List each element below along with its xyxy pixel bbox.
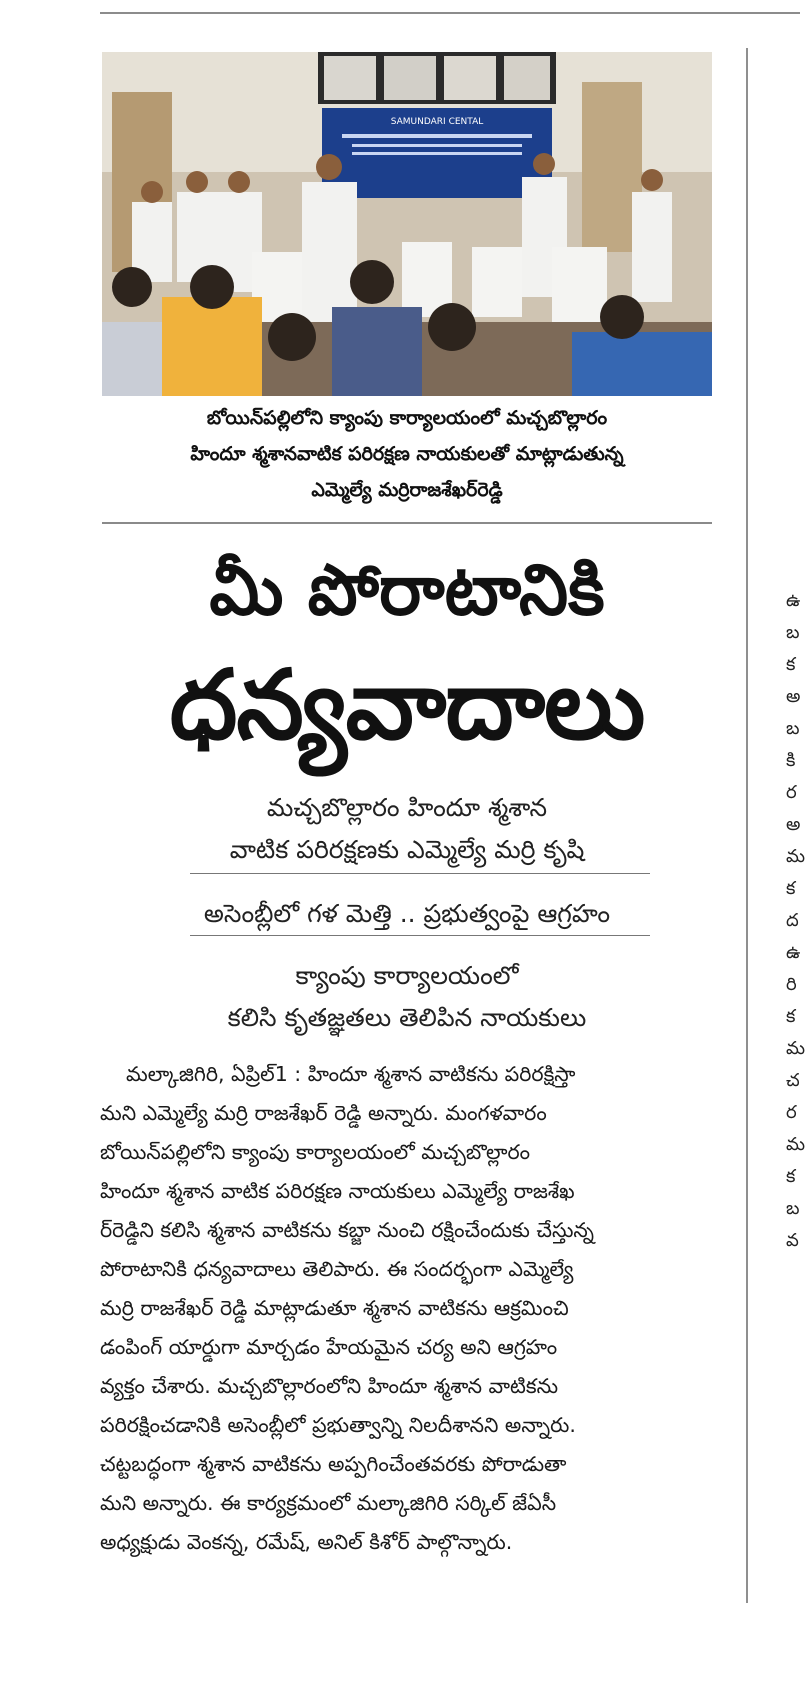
adjacent-glyph: ద	[786, 910, 799, 931]
adjacent-glyph: వ	[786, 1230, 799, 1251]
article-body	[100, 1055, 710, 1562]
body-line: పరిరక్షించడానికి అసెంబ్లీలో ప్రభుత్వాన్ని నిలదీశానని అన్నారు.	[100, 1413, 576, 1437]
caption-line: ఎమ్మెల్యే మర్రిరాజశేఖర్‌రెడ్డి	[311, 479, 503, 501]
headline-line-1: మీ పోరాటానికి	[209, 549, 605, 631]
banner-text: SAMUNDARI CENTAL	[390, 117, 484, 127]
adjacent-glyph: చ	[786, 1070, 800, 1091]
body-line: మని ఎమ్మెల్యే మర్రి రాజశేఖర్ రెడ్డి అన్నారు. మంగళవారం	[100, 1101, 547, 1125]
adjacent-glyph: మ	[786, 1038, 805, 1059]
top-rule	[100, 12, 800, 14]
body-line: ర్‌రెడ్డిని కలిసి శ్మశాన వాటికను కబ్జా నుంచి రక్షించేందుకు చేస్తున్న	[100, 1218, 594, 1242]
subheadline-line: వాటిక పరిరక్షణకు ఎమ్మెల్యే మర్రి కృషి	[229, 835, 585, 864]
adjacent-glyph: క	[786, 654, 796, 675]
subheadline-2: అసెంబ్లీలో గళ మెత్తి .. ప్రభుత్వంపై ఆగ్రహం	[203, 899, 611, 928]
caption-line: హిందూ శ్మశానవాటిక పరిరక్షణ నాయకులతో మాట్లాడుతున్న	[190, 443, 624, 465]
news-photo	[102, 52, 712, 396]
body-line: చట్టబద్ధంగా శ్మశాన వాటికను అప్పగించేంతవరకు పోరాడుతా	[100, 1452, 567, 1476]
adjacent-column-fragment	[786, 585, 805, 1257]
headline-line-2: ధన్యవాదాలు	[169, 649, 645, 761]
body-line: హిందూ శ్మశాన వాటిక పరిరక్షణ నాయకులు ఎమ్మెల్యే రాజశేఖ	[100, 1179, 575, 1203]
body-line: వ్యక్తం చేశారు. మచ్చబొల్లారంలోని హిందూ శ్మశాన వాటికను	[100, 1374, 559, 1398]
body-line: డంపింగ్ యార్డుగా మార్చడం హేయమైన చర్య అని ఆగ్రహం	[100, 1335, 558, 1359]
subheadline-divider	[190, 935, 650, 936]
body-line: అధ్యక్షుడు వెంకన్న, రమేష్, అనిల్ కిశోర్ పాల్గొన్నారు.	[100, 1530, 513, 1554]
news-photo-illustration	[102, 52, 712, 396]
adjacent-glyph: మ	[786, 1134, 805, 1155]
adjacent-glyph: బ	[786, 718, 800, 739]
adjacent-glyph: కి	[786, 750, 796, 771]
body-line: పోరాటానికి ధన్యవాదాలు తెలిపారు. ఈ సందర్భంగా ఎమ్మెల్యే	[100, 1257, 574, 1281]
subheadline-3	[102, 955, 712, 1039]
adjacent-glyph: ర	[786, 782, 797, 803]
subheadline-divider	[190, 873, 650, 874]
subheadline-1	[102, 787, 712, 871]
adjacent-glyph: బ	[786, 1198, 800, 1219]
body-line: మని అన్నారు. ఈ కార్యక్రమంలో మల్కాజిగిరి సర్కిల్ జేఏసీ	[100, 1491, 557, 1515]
caption-line: బోయిన్‌పల్లిలోని క్యాంపు కార్యాలయంలో మచ్చబొల్లారం	[206, 407, 608, 429]
adjacent-glyph: ఉ	[786, 942, 801, 963]
adjacent-glyph: అ	[786, 814, 801, 835]
body-line: బోయిన్‌పల్లిలోని క్యాంపు కార్యాలయంలో మచ్చబొల్లారం	[100, 1140, 531, 1164]
photo-caption	[102, 400, 712, 508]
column-divider	[746, 48, 748, 1603]
adjacent-glyph: ర	[786, 1102, 797, 1123]
subheadline-line: మచ్చబొల్లారం హిందూ శ్మశాన	[266, 793, 548, 822]
adjacent-glyph: అ	[786, 686, 801, 707]
adjacent-glyph: మ	[786, 846, 805, 867]
adjacent-glyph: ఉ	[786, 590, 801, 611]
subheadline-line: కలిసి కృతజ్ఞతలు తెలిపిన నాయకులు	[227, 1003, 587, 1032]
adjacent-glyph: క	[786, 878, 796, 899]
adjacent-glyph: క	[786, 1006, 796, 1027]
caption-divider	[102, 522, 712, 524]
body-line: మల్కాజిగిరి, ఏప్రిల్1 : హిందూ శ్మశాన వాటికను పరిరక్షిస్తా	[126, 1062, 576, 1086]
adjacent-glyph: బ	[786, 622, 800, 643]
adjacent-glyph: క	[786, 1166, 796, 1187]
subheadline-line: క్యాంపు కార్యాలయంలో	[295, 961, 519, 990]
body-line: మర్రి రాజశేఖర్ రెడ్డి మాట్లాడుతూ శ్మశాన వాటికను ఆక్రమించి	[100, 1296, 569, 1320]
adjacent-glyph: రి	[786, 974, 797, 995]
